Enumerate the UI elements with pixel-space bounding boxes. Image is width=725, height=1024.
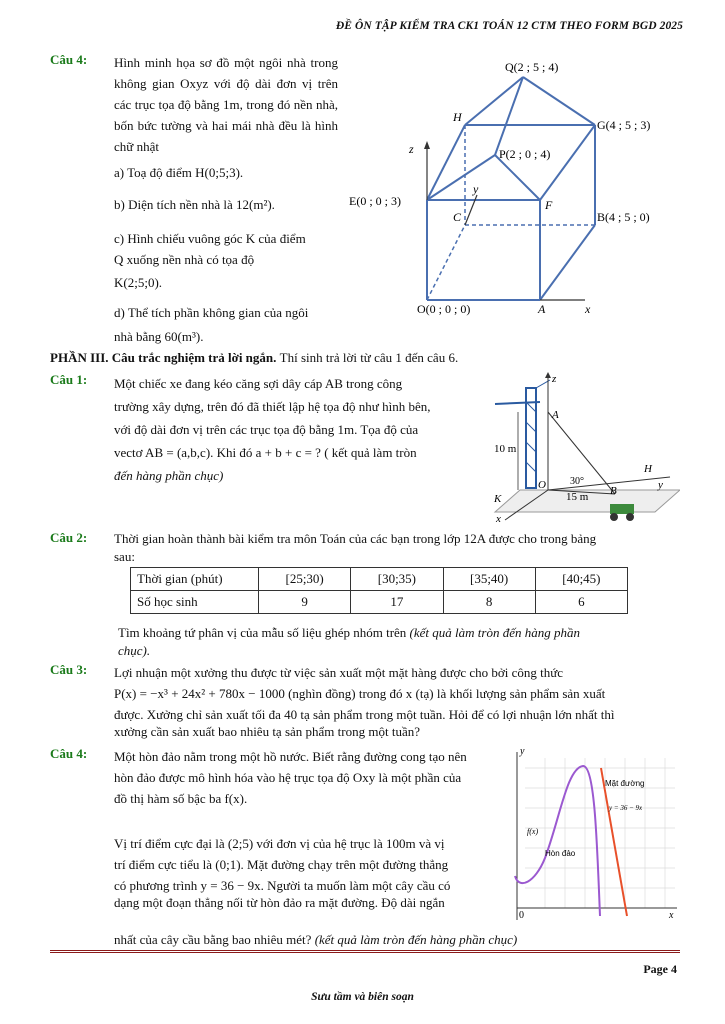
label-E: E(0 ; 0 ; 3)	[349, 194, 401, 208]
label-B: B(4 ; 5 ; 0)	[597, 210, 650, 224]
footer-credit: Sưu tầm và biên soạn	[311, 991, 414, 1003]
label-y-axis: y	[520, 748, 525, 757]
crane-figure	[490, 372, 680, 524]
page-number: Page 4	[643, 962, 677, 976]
label-fx: f(x)	[527, 827, 539, 836]
label-B: B	[610, 485, 617, 497]
label-island: Hòn đảo	[545, 849, 576, 858]
option-d-line1: d) Thể tích phần không gian của ngôi	[114, 305, 309, 320]
label-height: 10 m	[494, 443, 517, 455]
question-text: Một hòn đảo nằm trong một hồ nước. Biết rằng đường cong tạo nên hòn đảo được mô hình hóa vào hệ trục tọa độ Oxy là một phần của đồ thị hàm số bậc ba f(x). Vị trí điểm cực đại là (2;5) với đơn vị của hệ trục là 100m và vị trí điểm cực tiểu là (0;1). Mặt đường chạy trên một đường thẳng có phương trình y = 36 − 9x. Người ta muốn làm một cây cầu có dạng một đoạn thẳng nối từ hòn đảo ra mặt đường. Độ dài ngắn	[114, 749, 467, 910]
label-y: y	[473, 182, 479, 196]
table-cell: 17	[351, 591, 443, 614]
page-header: ĐỀ ÔN TẬP KIỂM TRA CK1 TOÁN 12 CTM THEO FORM BGD 2025	[335, 20, 683, 32]
label-x: x	[496, 513, 501, 524]
table-cell: [40;45)	[535, 568, 627, 591]
table-cell: [35;40)	[443, 568, 535, 591]
question-label: Câu 3:	[50, 662, 88, 677]
option-a: a) Toạ độ điểm H(0;5;3).	[114, 165, 244, 180]
question-text: Lợi nhuận một xưởng thu được từ việc sản xuất một mặt hàng được cho bởi công thức P(x) = −x³ + 24x² + 780x − 1000 (nghìn đồng) trong đó x (tạ) là khối lượng sản phẩm sản xuất được. Xưởng chỉ sản xuất tối đa 40 tạ sản phẩm trong một tuần. Hỏi để có lợi nhuận lớn nhất thì xưởng cần sản xuất bao nhiêu tạ sản phẩm trong một tuần?	[114, 665, 615, 739]
footer-divider	[50, 950, 680, 953]
island-graph	[505, 748, 680, 920]
table-cell: [25;30)	[259, 568, 351, 591]
label-angle: 30°	[570, 476, 584, 487]
label-H: H	[644, 463, 652, 475]
house-figure	[345, 55, 685, 320]
question-label: Câu 1:	[50, 372, 88, 387]
question-text: Thời gian hoàn thành bài kiểm tra môn Toán của các bạn trong lớp 12A được cho trong bảng sau:	[114, 531, 597, 564]
question-label: Câu 4:	[50, 52, 88, 67]
label-P: P(2 ; 0 ; 4)	[499, 147, 551, 161]
label-road-equation: y = 36 − 9x	[609, 804, 643, 812]
label-Q: Q(2 ; 5 ; 4)	[505, 60, 559, 74]
option-c-line1: c) Hình chiếu vuông góc K của điểm	[114, 231, 306, 246]
table-cell: 6	[535, 591, 627, 614]
option-c-line2: Q xuống nền nhà có tọa độ	[114, 252, 255, 267]
table-header: Số học sinh	[131, 591, 259, 614]
table-cell: 9	[259, 591, 351, 614]
label-K: K	[494, 493, 502, 505]
question-text: Một chiếc xe đang kéo căng sợi dây cáp AB trong công trường xây dựng, trên đó đã thiết lập hệ tọa độ như hình bên, với độ dài đơn vị trên các trục tọa độ bằng 1m. Tọa độ của vectơ AB = (a,b,c). Khi đó a + b + c = ? ( kết quả làm tròn đến hàng phần chục)	[114, 376, 431, 483]
label-G: G(4 ; 5 ; 3)	[597, 118, 651, 132]
option-c-line3: K(2;5;0).	[114, 275, 163, 290]
label-A: A	[538, 302, 546, 316]
question-ask: Tìm khoảng tứ phân vị của mẫu số liệu ghép nhóm trên (kết quả làm tròn đến hàng phần chục).	[118, 625, 580, 658]
question-label: Câu 4:	[50, 746, 88, 761]
option-d-line2: nhà bằng 60(m³).	[114, 329, 204, 344]
section-title: PHẦN III. Câu trắc nghiệm trả lời ngắn. Thí sinh trả lời từ câu 1 đến câu 6.	[50, 350, 459, 365]
table-cell: [30;35)	[351, 568, 443, 591]
question-last-line: nhất của cây cầu bằng bao nhiêu mét? (kết quả làm tròn đến hàng phần chục)	[114, 932, 518, 947]
label-z: z	[409, 142, 414, 156]
question-label: Câu 2:	[50, 530, 88, 545]
label-y: y	[658, 479, 663, 491]
label-x-axis: x	[669, 910, 674, 920]
table-header: Thời gian (phút)	[131, 568, 259, 591]
data-table	[130, 567, 628, 614]
question-text: Hình minh họa sơ đồ một ngôi nhà trong không gian Oxyz với độ dài đơn vị trên các trục tọa độ bằng 1m, trong đó nền nhà, bốn bức tường và hai mái nhà đều là hình chữ nhật	[114, 55, 338, 154]
label-distance: 15 m	[566, 491, 589, 503]
label-road: Mặt đường	[605, 779, 645, 788]
label-C: C	[453, 210, 462, 224]
table-cell: 8	[443, 591, 535, 614]
label-x: x	[585, 302, 591, 316]
option-b: b) Diện tích nền nhà là 12(m²).	[114, 197, 275, 212]
label-origin: 0	[519, 910, 524, 920]
label-O: O	[538, 479, 546, 491]
label-H: H	[453, 110, 462, 124]
label-F: F	[545, 198, 553, 212]
label-z: z	[552, 373, 557, 385]
label-A: A	[552, 409, 559, 421]
label-O: O(0 ; 0 ; 0)	[417, 302, 471, 316]
